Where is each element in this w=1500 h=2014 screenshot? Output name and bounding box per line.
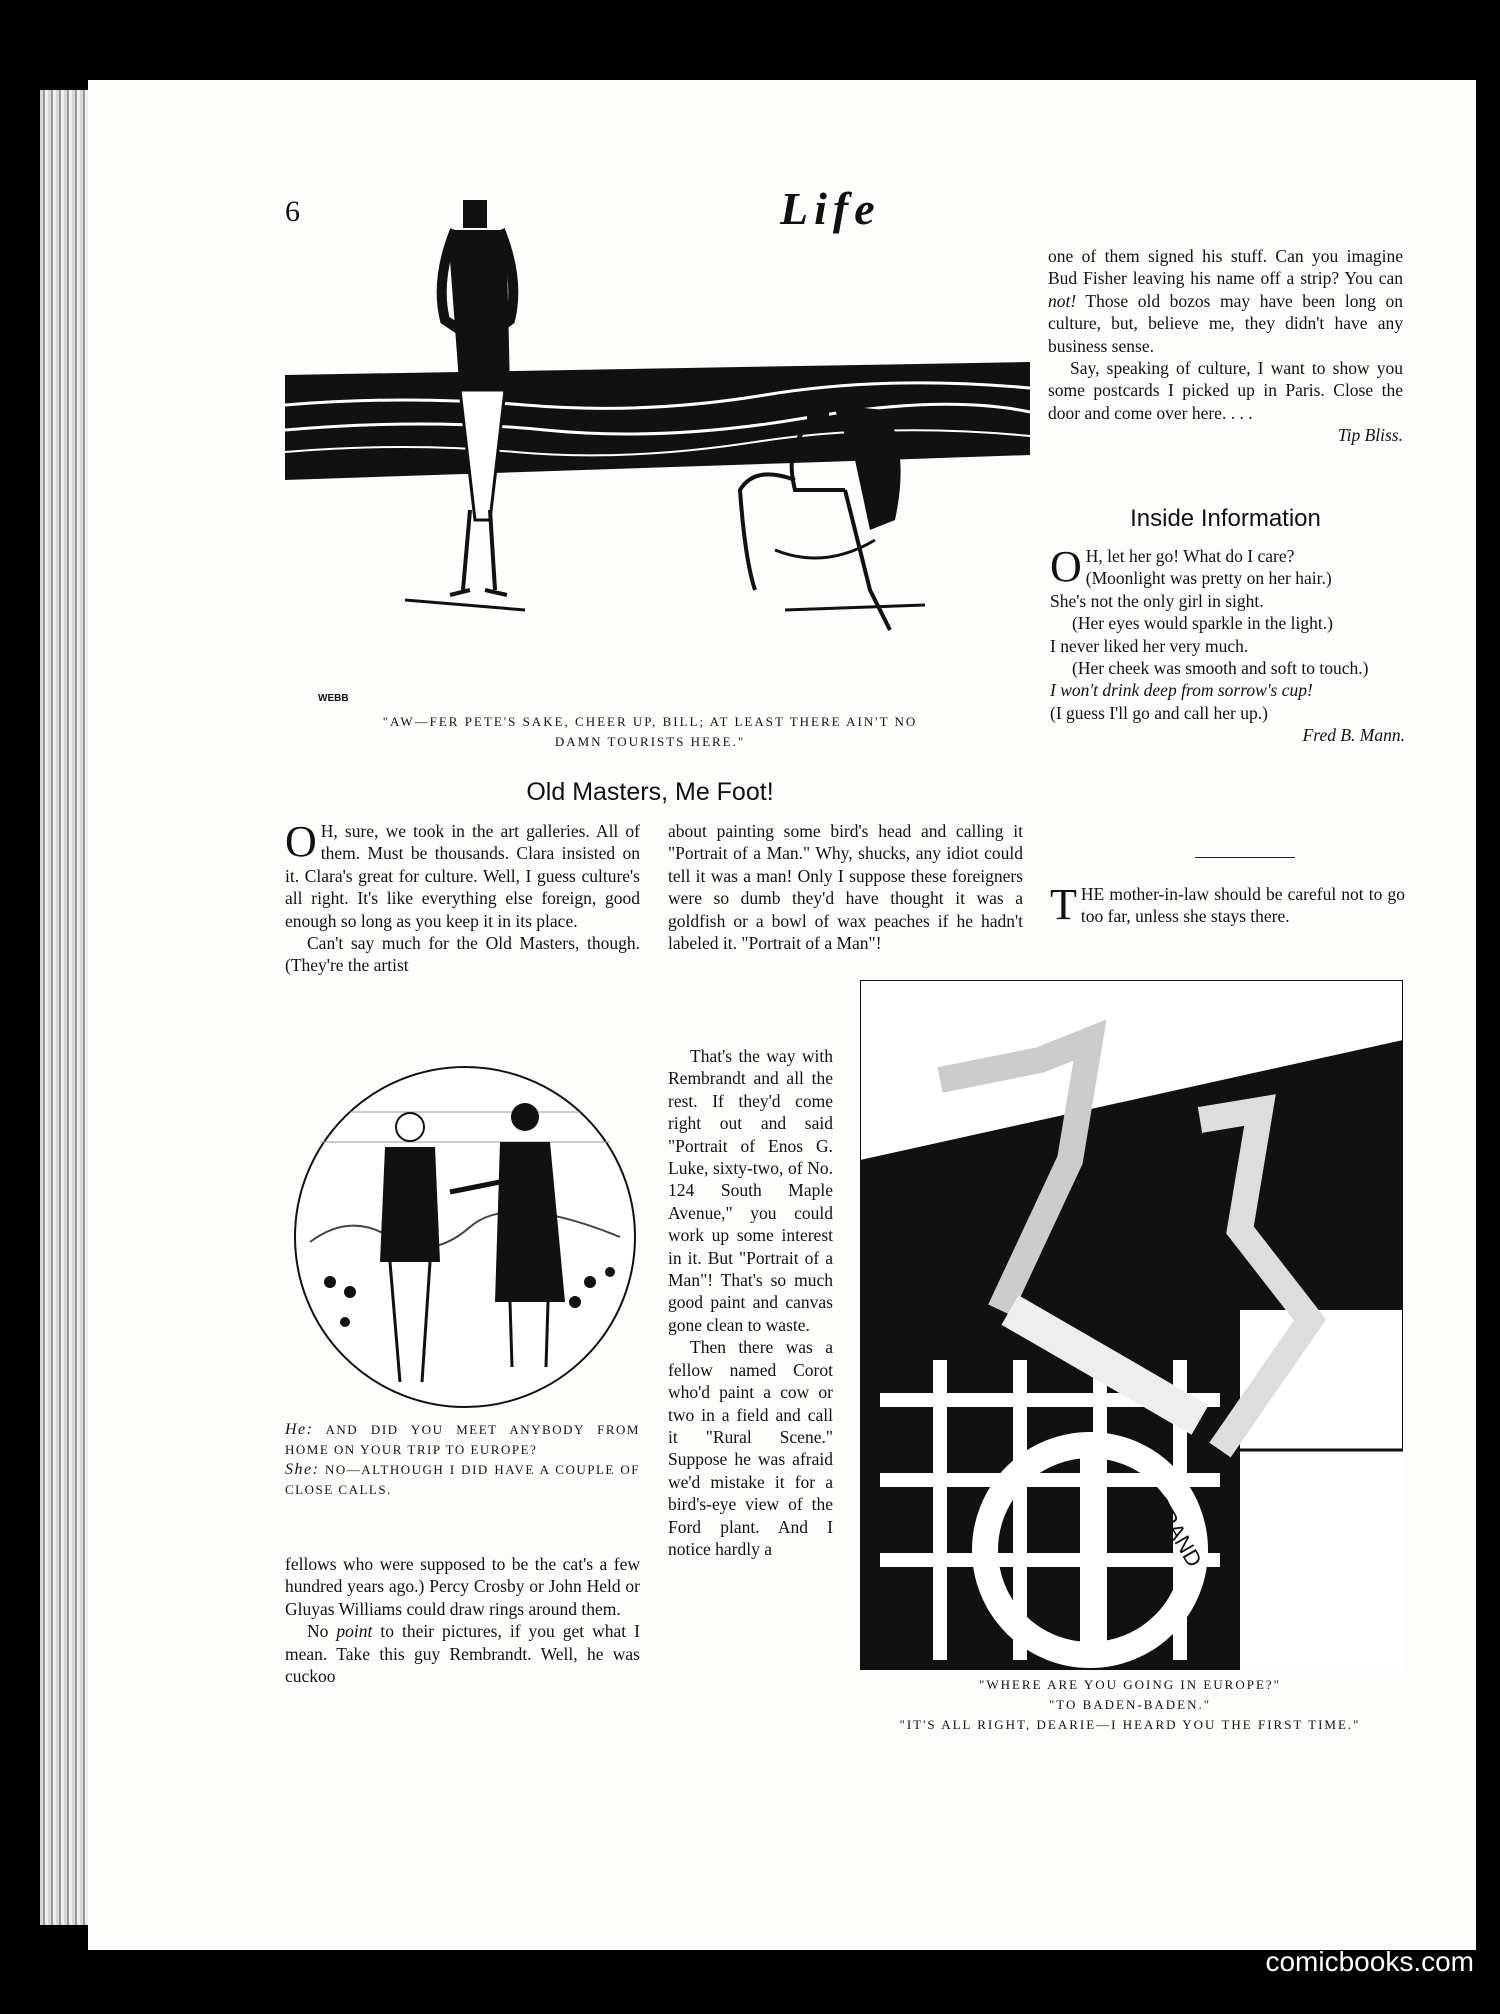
page-number: 6 [285,195,300,228]
article-column-2-narrow [668,1045,833,1560]
poem-line: I never liked her very much. [1050,635,1249,656]
caption-text: AND DID YOU MEET ANYBODY FROM HOME ON YOUR TRIP TO EUROPE? [285,1422,640,1457]
caption-line: "IT'S ALL RIGHT, DEARIE—I HEARD YOU THE FIRST TIME." [899,1717,1361,1732]
circle-cartoon-caption [285,1420,640,1500]
article-headline: Old Masters, Me Foot! [526,778,774,806]
article-paragraph: H, sure, we took in the art galleries. All of them. Must be thousands. Clara insisted on it. Clara's great for culture. Well, I guess culture's all right. It's like everything else foreign, good enough so long as you keep it in its place. [285,821,640,931]
article-paragraph: That's the way with Rembrandt and all the rest. If they'd come right out and said "Portrait of Enos G. Luke, sixty-two, of No. 124 South Maple Avenue," you could work up some interest in it. But "Portrait of a Man"! That's so much good paint and canvas gone clean to waste. [668,1046,833,1335]
caption-line: DAMN TOURISTS HERE." [554,734,746,749]
masthead-title: Life [780,183,881,234]
book-spine-edge [40,90,90,1925]
poem-line: She's not the only girl in sight. [1050,590,1264,611]
art-deco-cartoon-illustration [860,980,1403,1670]
article-paragraph: Can't say much for the Old Masters, though. (They're the artist [285,933,640,976]
article-column-2-top [668,820,1023,954]
cartoon-signature: WEBB [318,693,349,704]
article-paragraph: Say, speaking of culture, I want to show you some postcards I picked up in Paris. Close the door and come over here. . . . [1048,358,1403,423]
caption-line: "WHERE ARE YOU GOING IN EUROPE?" [979,1677,1281,1692]
article-paragraph: one of them signed his stuff. Can you imagine Bud Fisher leaving his name off a strip? You can not! Those old bozos may have been long on culture, but, believe me, they didn't have any business sense. [1048,246,1403,356]
right-cartoon-caption [825,1675,1435,1735]
drop-cap: O [285,817,317,866]
divider-rule [1195,857,1295,858]
article-paragraph: about painting some bird's head and calling it "Portrait of a Man." Why, shucks, any idiot could tell it was a man! Only I suppose these foreigners were so dumb they'd have thought it was a goldfish or a bowl of wax peaches if he hadn't labeled it. "Portrait of a Man"! [668,821,1023,954]
poem-line: I won't drink deep from sorrow's cup! [1050,680,1313,701]
article-column-3 [1048,245,1403,447]
article-paragraph: Then there was a fellow named Corot who'd paint a cow or two in a field and call it "Rural Scene." Suppose he was afraid we'd mistake it for a bird's-eye view of the Ford plant. And I notice hardly a [668,1337,833,1559]
article-author: Tip Bliss. [1337,425,1403,446]
poem-line: (Moonlight was pretty on her hair.) [1085,568,1332,589]
article-column-1-bottom [285,1553,640,1687]
caption-line: "TO BADEN-BADEN." [1048,1697,1212,1712]
speaker-label: He: [285,1421,314,1438]
poem-line: (I guess I'll go and call her up.) [1050,702,1268,723]
poem-line: H, let her go! What do I care? [1085,546,1295,566]
poem-body [1050,542,1405,747]
poem-title: Inside Information [1130,505,1321,532]
filler-paragraph [1050,880,1405,929]
article-column-1-top [285,817,640,977]
caption-text: NO—ALTHOUGH I DID HAVE A COUPLE OF CLOSE CALLS. [285,1462,641,1497]
beach-cartoon-illustration [285,190,1030,680]
drop-cap: O [1050,542,1082,591]
poem-line: (Her cheek was smooth and soft to touch.) [1072,658,1369,679]
poem-line: (Her eyes would sparkle in the light.) [1072,613,1333,634]
poem-author: Fred B. Mann. [1302,725,1405,746]
article-paragraph: No point to their pictures, if you get what I mean. Take this guy Rembrandt. Well, he was cuckoo [285,1621,640,1687]
top-cartoon-caption [300,712,1000,752]
drop-cap: T [1050,880,1077,929]
speaker-label: She: [285,1461,320,1478]
article-paragraph: fellows who were supposed to be the cat's a few hundred years ago.) Percy Crosby or John Held or Gluyas Williams could draw rings around them. [285,1554,640,1619]
filler-text: HE mother-in-law should be careful not to go too far, unless she stays there. [1080,884,1405,927]
watermark-text: comicbooks.com [1265,1946,1474,1977]
caption-line: "AW—FER PETE'S SAKE, CHEER UP, BILL; AT LEAST THERE AIN'T NO [382,714,918,729]
cartoon-sign-text: GRAND [1145,1490,1208,1572]
circular-cartoon-illustration [290,1062,640,1412]
